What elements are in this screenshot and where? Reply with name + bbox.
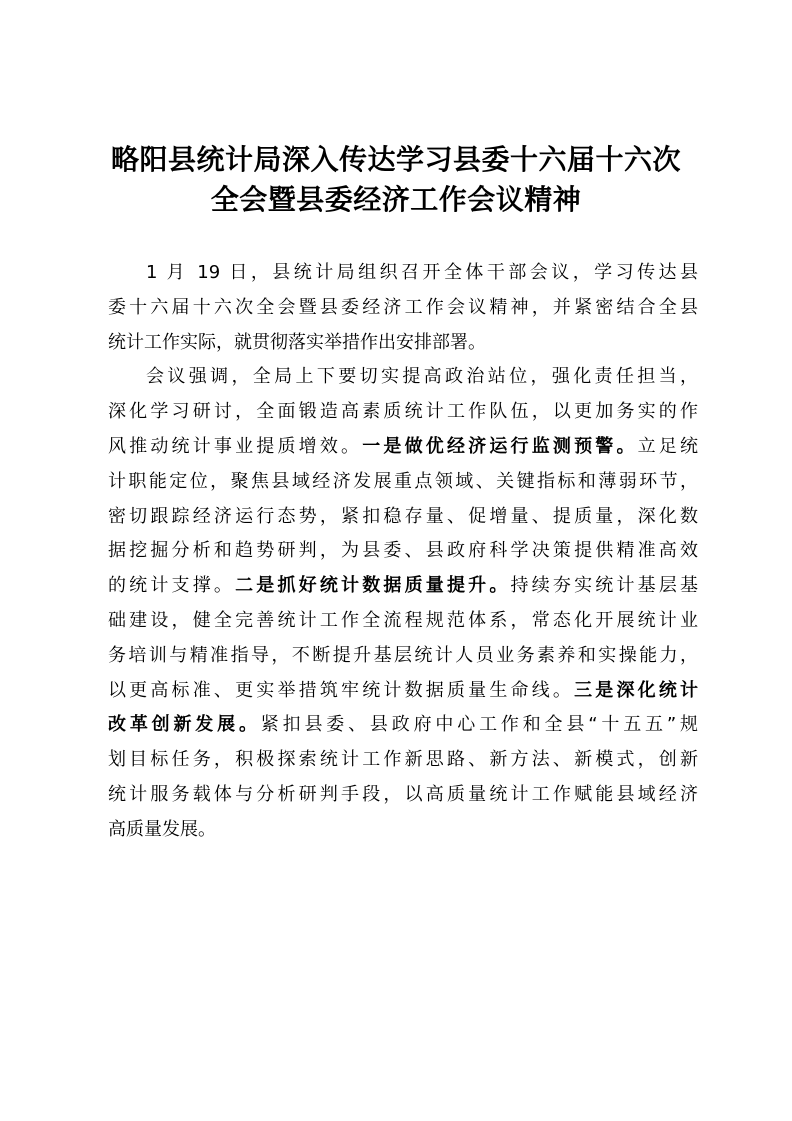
text-run: 立足统 <box>637 435 699 457</box>
paragraph-line: 委十六届十六次全会暨县委经济工作会议精神，并紧密结合全县 <box>108 296 698 318</box>
document-title <box>96 140 696 220</box>
paragraph-line: 统计服务载体与分析研判手段，以高质量统计工作赋能县域经济 <box>108 783 698 805</box>
paragraph-line: 密切跟踪经济运行态势，紧扣稳存量、促增量、提质量，深化数 <box>108 505 698 527</box>
text-run: 风推动统计事业提质增效。 <box>108 435 363 457</box>
paragraph-line <box>108 569 698 604</box>
title-line: 全会暨县委经济工作会议精神 <box>210 183 582 216</box>
emphasis-heading: 改革创新发展。 <box>108 714 261 736</box>
emphasis-heading: 三是深化统计 <box>574 679 699 701</box>
emphasis-heading: 二是抓好统计数据质量提升。 <box>235 575 511 597</box>
paragraph-line: 础建设，健全完善统计工作全流程规范体系，常态化开展统计业 <box>108 609 698 631</box>
paragraph-line: 据挖掘分析和趋势研判，为县委、县政府科学决策提供精准高效 <box>108 540 698 562</box>
text-run: 持续夯实统计基层基 <box>510 575 699 597</box>
paragraph-line: 高质量发展。 <box>108 818 216 840</box>
paragraph-line: 1 月 19 日，县统计局组织召开全体干部会议，学习传达县 <box>146 262 698 283</box>
document-body <box>108 256 698 848</box>
paragraph-line: 务培训与精准指导，不断提升基层统计人员业务素养和实操能力， <box>108 644 698 666</box>
text-run: 的统计支撑。 <box>108 575 236 597</box>
text-run: 紧扣县委、县政府中心工作和全县“十五五”规 <box>260 714 698 736</box>
paragraph-line: 划目标任务，积极探索统计工作新思路、新方法、新模式，创新 <box>108 749 698 771</box>
paragraph-line <box>108 430 698 465</box>
paragraph-line <box>108 708 698 743</box>
paragraph-line <box>108 674 698 709</box>
paragraph-line: 统计工作实际，就贯彻落实举措作出安排部署。 <box>108 331 486 353</box>
text-run: 以更高标准、更实举措筑牢统计数据质量生命线。 <box>108 679 575 701</box>
emphasis-heading: 一是做优经济运行监测预警。 <box>362 435 638 457</box>
paragraph-line: 深化学习研讨，全面锻造高素质统计工作队伍，以更加务实的作 <box>108 401 698 423</box>
paragraph-line: 计职能定位，聚焦县域经济发展重点领域、关键指标和薄弱环节， <box>108 470 698 492</box>
title-line: 略阳县统计局深入传达学习县委十六届十六次 <box>110 143 681 176</box>
paragraph-line: 会议强调，全局上下要切实提高政治站位，强化责任担当， <box>146 366 698 388</box>
